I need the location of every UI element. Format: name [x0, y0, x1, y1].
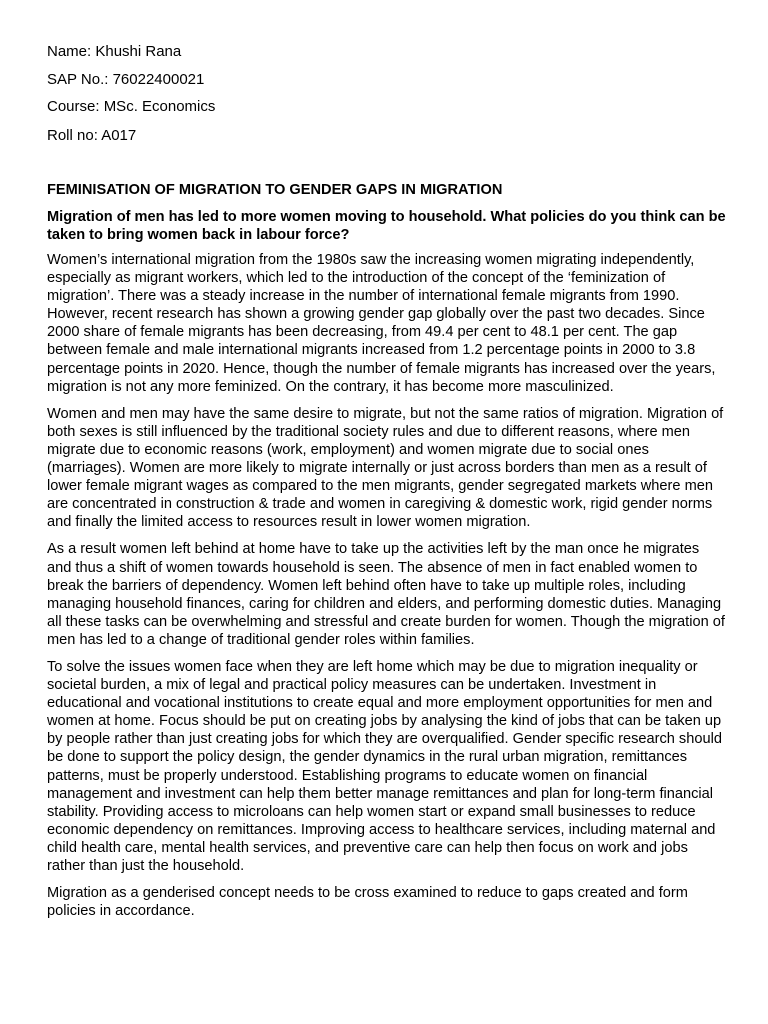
- roll-number: Roll no: A017: [47, 127, 137, 144]
- sap-number: SAP No.: 76022400021: [47, 71, 205, 88]
- document-title: FEMINISATION OF MIGRATION TO GENDER GAPS IN MIGRATION: [47, 182, 503, 198]
- course: Course: MSc. Economics: [47, 98, 216, 115]
- student-name: Name: Khushi Rana: [47, 43, 182, 60]
- paragraph: Women’s international migration from the 1980s saw the increasing women migrating independently, especially as migrant workers, which led to the introduction of the concept of the ‘feminization of migration’. There was a steady increase in the number of international female migrants from 1990. However, recent research has shown a growing gender gap globally over the past two decades. Since 2000 share of female migrants has been decreasing, from 49.4 per cent to 48.1 per cent. The gap between female and male international migrants increased from 1.2 percentage points in 2000 to 3.8 percentage points in 2020. Hence, though the number of female migrants has increased over the years, migration is not any more feminized. On the contrary, it has become more masculinized.: [47, 252, 716, 395]
- paragraph: As a result women left behind at home have to take up the activities left by the man once he migrates and thus a shift of women towards household is seen. The absence of men in fact enabled women to break the barriers of dependency. Women left behind often have to take up multiple roles, including managing household finances, caring for children and elders, and performing domestic duties. Managing all these tasks can be overwhelming and stressful and create burden for women. Though the migration of men has led to a change of traditional gender roles within families.: [47, 541, 725, 648]
- paragraph: Migration as a genderised concept needs to be cross examined to reduce to gaps created and form policies in accordance.: [47, 885, 688, 920]
- document-body: [47, 251, 727, 929]
- question-heading: Migration of men has led to more women moving to household. What policies do you think can be taken to bring women back in labour force?: [47, 209, 726, 243]
- paragraph: To solve the issues women face when they are left home which may be due to migration inequality or societal burden, a mix of legal and practical policy measures can be undertaken. Investment in educational and vocational institutions to create equal and more employment opportunities for men and women at home. Focus should be put on creating jobs by analysing the kind of jobs that can be taken up by people rather than just creating jobs for which they are overqualified. Gender specific research should be done to support the policy design, the gender dynamics in the rural urban migration, remittances patterns, must be properly understood. Establishing programs to educate women on financial management and investment can help them better manage remittances and plan for long-term financial stability. Providing access to microloans can help women start or expand small businesses to reduce economic dependency on remittances. Improving access to healthcare services, including maternal and child health care, mental health services, and preventive care can help then focus on work and jobs rather than just the household.: [47, 658, 722, 874]
- paragraph: Women and men may have the same desire to migrate, but not the same ratios of migration. Migration of both sexes is still influenced by the traditional society rules and due to different reasons, where men migrate due to economic reasons (work, employment) and women migrate due to social ones (marriages). Women are more likely to migrate internally or just across borders than men as a result of lower female migrant wages as compared to the men migrants, gender segregated markets where men are concentrated in construction & trade and women in caregiving & domestic work, rigid gender norms and finally the limited access to resources result in lower women migration.: [47, 405, 724, 531]
